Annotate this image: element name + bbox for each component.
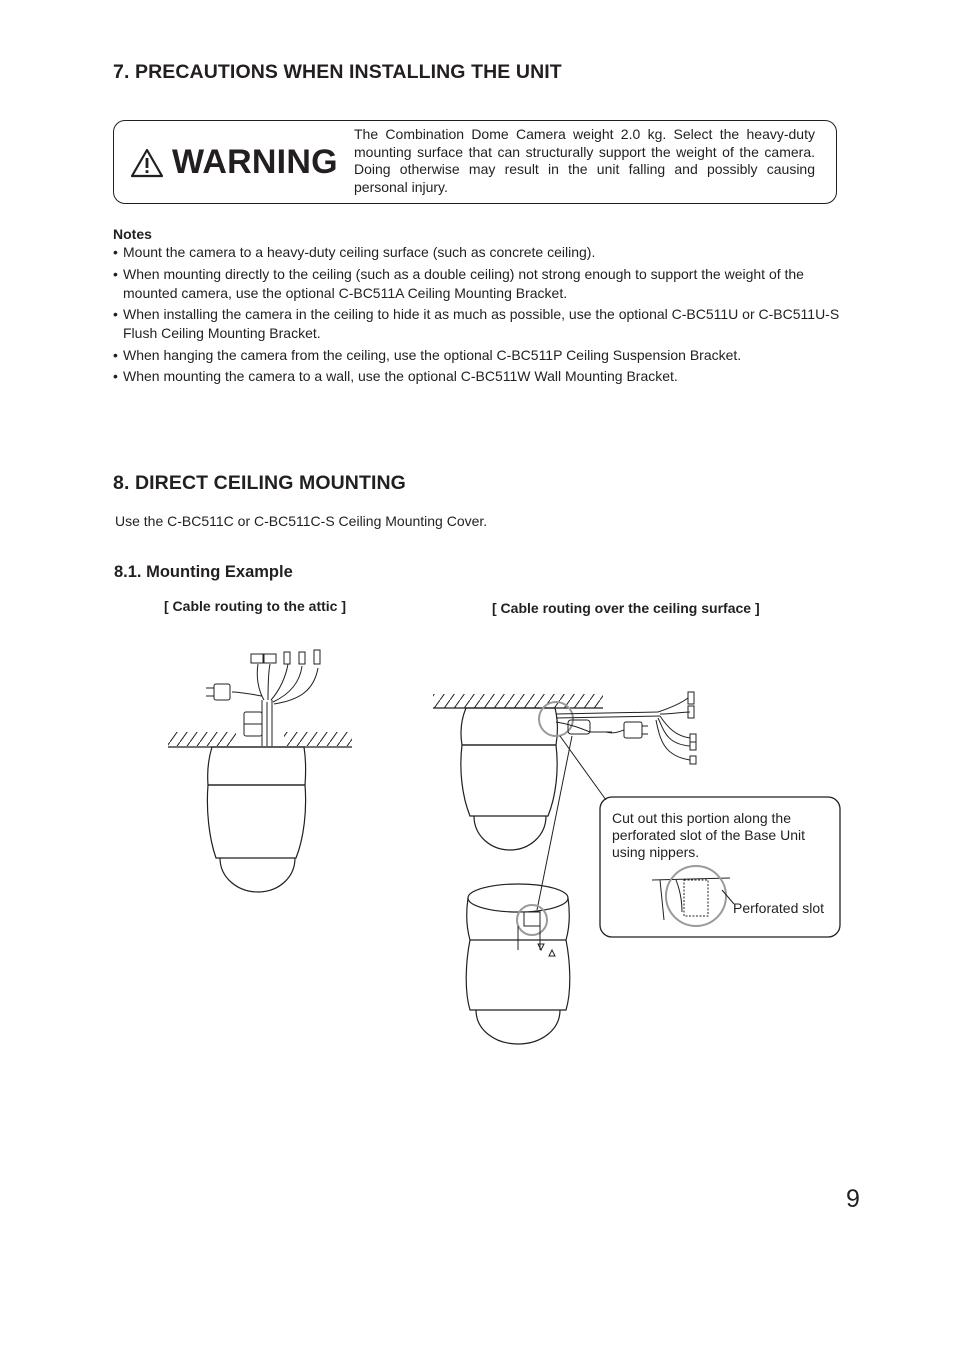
note-item: • When mounting directly to the ceiling (such as a double ceiling) not strong enough to support the weight of the mounted camera, use the optional C-BC511A Ceiling Mounting Bracket. [113, 265, 804, 301]
page-number: 9 [846, 1185, 860, 1213]
attic-routing-illustration [168, 650, 352, 892]
figure-left-caption: [ Cable routing to the attic ] [164, 598, 346, 614]
note-item: • Mount the camera to a heavy-duty ceiling surface (such as concrete ceiling). [113, 244, 596, 260]
subsection-heading: 8.1. Mounting Example [114, 563, 293, 581]
notes-title: Notes [113, 226, 152, 242]
section-7-heading: 7. PRECAUTIONS WHEN INSTALLING THE UNIT [113, 61, 562, 83]
perforated-slot-label: Perforated slot [733, 900, 825, 916]
perforated-slot-illustration [652, 866, 734, 926]
callout-text: Cut out this portion along the perforated slot of the Base Unit using nippers. [612, 810, 805, 860]
section-8-heading: 8. DIRECT CEILING MOUNTING [113, 472, 406, 494]
leader-line-bottom [537, 736, 572, 910]
section-8-intro: Use the C-BC511C or C-BC511C-S Ceiling Mounting Cover. [115, 513, 488, 529]
note-item: • When installing the camera in the ceiling to hide it as much as possible, use the optional C-BC511U or C-BC511U-S Flush Ceiling Mounting Bracket. [113, 306, 840, 341]
figure-right-caption: [ Cable routing over the ceiling surface ] [492, 600, 760, 616]
note-item: • When hanging the camera from the ceiling, use the optional C-BC511P Ceiling Suspension Bracket. [113, 346, 742, 363]
warning-text: The Combination Dome Camera weight 2.0 kg. Select the heavy-duty mounting surface that can structurally support the weight of the camera. Doing otherwise may result in the unit falling and possibly causing personal injury. [354, 126, 815, 196]
base-unit-illustration [466, 884, 570, 1044]
warning-label: WARNING [172, 143, 338, 181]
note-item: • When mounting the camera to a wall, use the optional C-BC511W Wall Mounting Bracket. [113, 368, 678, 384]
leader-line-top [560, 736, 606, 800]
